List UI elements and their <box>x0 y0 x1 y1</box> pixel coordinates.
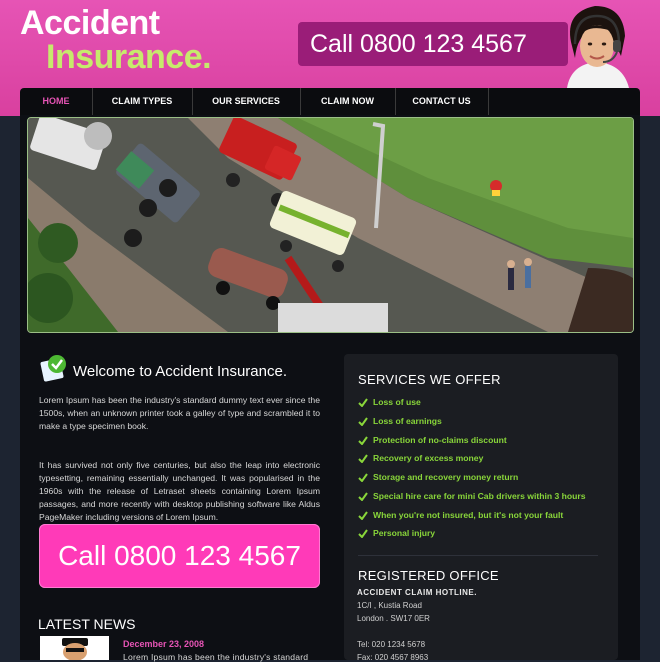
latest-news-heading: LATEST NEWS <box>38 616 136 632</box>
logo-line1: Accident <box>20 4 160 42</box>
news-excerpt: Lorem Ipsum has been the industry's standard <box>123 652 309 662</box>
site-logo[interactable] <box>20 6 211 74</box>
check-icon <box>358 511 368 520</box>
nav-our-services[interactable]: OUR SERVICES <box>192 88 301 115</box>
check-icon <box>358 436 368 445</box>
check-icon <box>358 398 368 407</box>
news-date[interactable]: December 23, 2008 <box>123 639 205 649</box>
nav-contact-us[interactable]: CONTACT US <box>395 88 489 115</box>
office-address-line1: 1C/I , Kustia Road <box>357 601 422 610</box>
office-name: ACCIDENT CLAIM HOTLINE. <box>357 588 477 597</box>
office-address-line2: London . SW17 0ER <box>357 614 430 623</box>
office-fax: Fax: 020 4567 8963 <box>357 653 429 662</box>
service-item: Recovery of excess money <box>358 453 483 463</box>
services-heading: SERVICES WE OFFER <box>358 372 501 387</box>
check-icon <box>358 473 368 482</box>
office-tel: Tel: 020 1234 5678 <box>357 640 426 649</box>
check-icon <box>358 529 368 538</box>
news-thumbnail <box>40 636 109 660</box>
welcome-title: Welcome to Accident Insurance. <box>73 363 287 380</box>
service-item: Storage and recovery money return <box>358 472 518 482</box>
divider <box>358 555 598 556</box>
service-item: Loss of earnings <box>358 416 442 426</box>
header-call-number: Call 0800 123 4567 <box>298 22 568 66</box>
service-item: When you're not insured, but it's not your fault <box>358 510 563 520</box>
main-nav <box>20 88 640 115</box>
call-agent-image <box>557 2 637 88</box>
check-icon <box>358 417 368 426</box>
nav-home[interactable]: HOME <box>20 88 93 115</box>
service-item: Loss of use <box>358 397 421 407</box>
office-heading: REGISTERED OFFICE <box>358 568 499 583</box>
service-item: Special hire care for mini Cab drivers within 3 hours <box>358 491 586 501</box>
hero-image <box>27 117 634 333</box>
welcome-check-icon <box>40 354 68 382</box>
nav-claim-types[interactable]: CLAIM TYPES <box>92 88 193 115</box>
check-icon <box>358 454 368 463</box>
welcome-paragraph-2: It has survived not only five centuries, but also the leap into electronic typesetting, remaining essentially unchanged. It was popularised in the 1960s with the release of Letraset sheets containing Lorem Ipsum passages, and more recently with desktop publishing software like Aldus PageMaker including versions of Lorem Ipsum. <box>39 460 320 522</box>
welcome-paragraph-1: Lorem Ipsum has been the industry's standard dummy text ever since the 1500s, when an unknown printer took a galley of type and scrambled it to make a type specimen book. <box>39 395 320 431</box>
logo-line2: Insurance. <box>46 38 212 76</box>
nav-claim-now[interactable]: CLAIM NOW <box>300 88 396 115</box>
call-button[interactable]: Call 0800 123 4567 <box>39 524 320 588</box>
service-item: Personal injury <box>358 528 435 538</box>
check-icon <box>358 492 368 501</box>
service-item: Protection of no-claims discount <box>358 435 507 445</box>
